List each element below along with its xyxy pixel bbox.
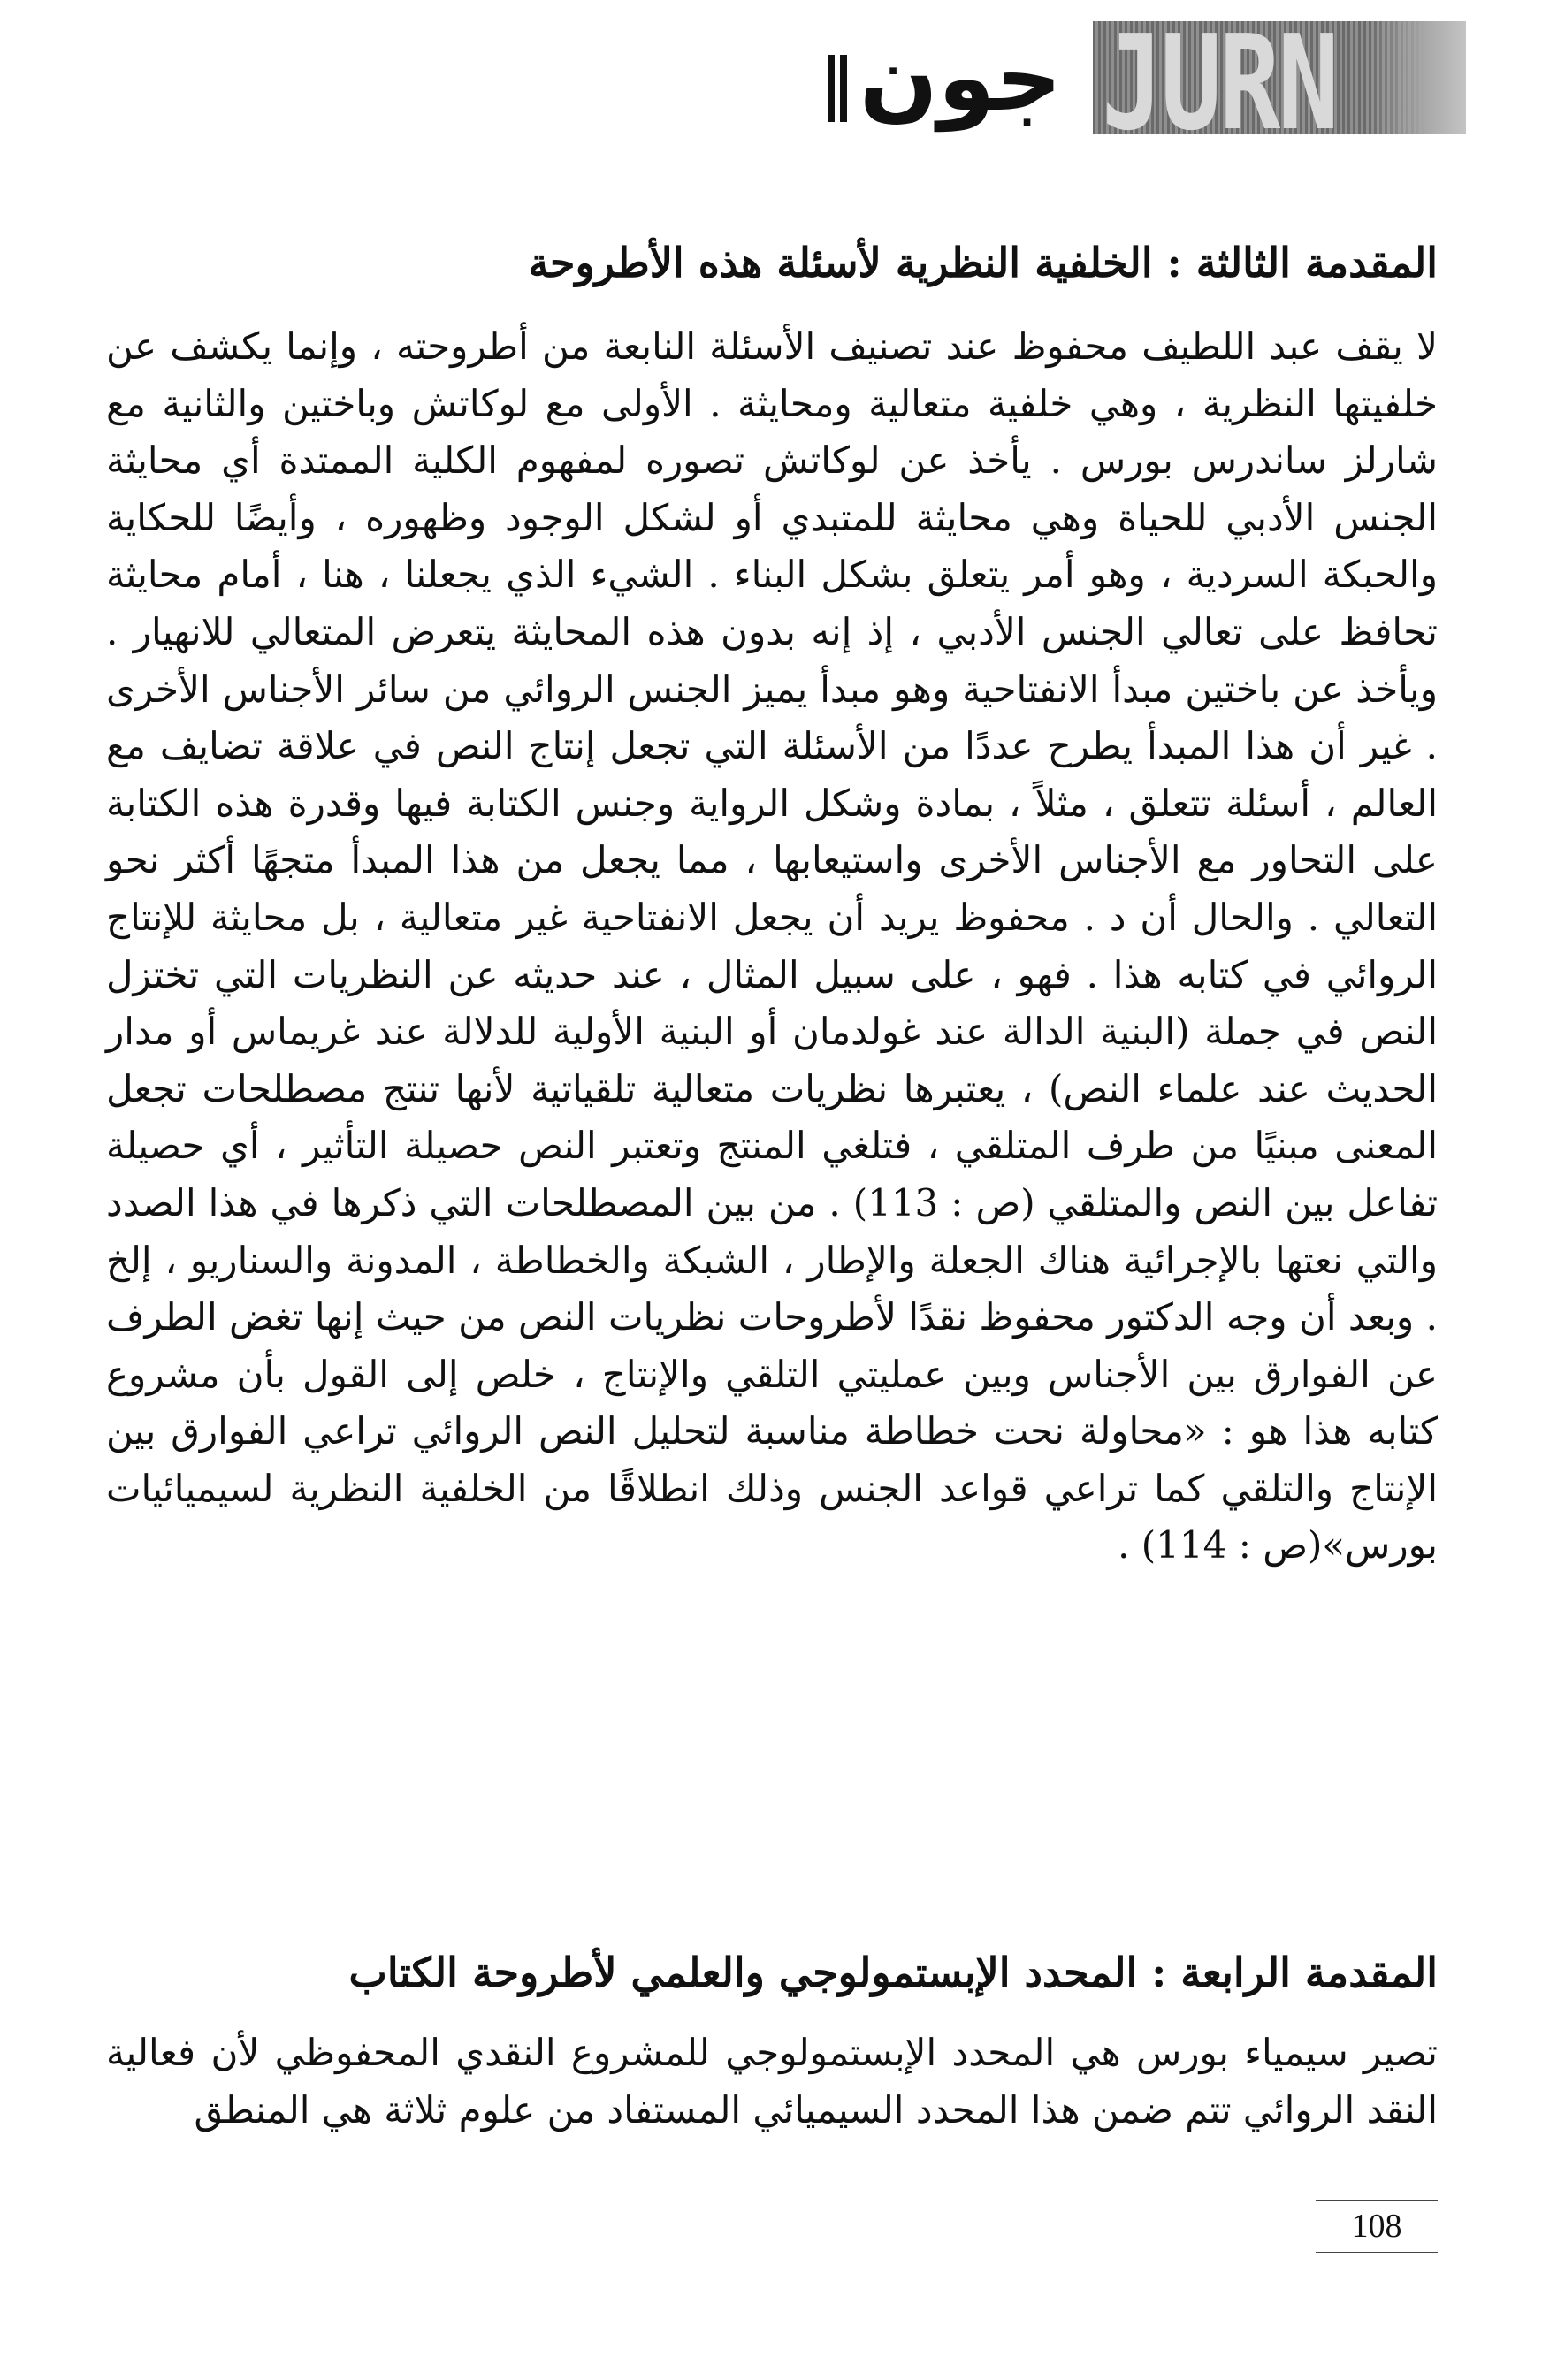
- journal-logo: [828, 21, 1466, 134]
- section-3-heading: المقدمة الثالثة : الخلفية النظرية لأسئلة هذه الأطروحة: [528, 239, 1438, 287]
- logo-arabic-part: [828, 21, 1093, 134]
- logo-arabic-word: جون: [859, 24, 1062, 132]
- page-number: 108: [1316, 2200, 1438, 2253]
- section-4-paragraph: تصير سيمياء بورس هي المحدد الإبستمولوجي للمشروع النقدي المحفوظي لأن فعالية النقد الروائي تتم ضمن هذا المحدد السيميائي المستفاد من علوم ثلاثة هي المنطق: [106, 2031, 1438, 2132]
- section-4-heading: المقدمة الرابعة : المحدد الإبستمولوجي والعلمي لأطروحة الكتاب: [348, 1949, 1438, 1997]
- section-3-paragraph: لا يقف عبد اللطيف محفوظ عند تصنيف الأسئلة النابعة من أطروحته ، وإنما يكشف عن خلفيتها النظرية ، وهي خلفية متعالية ومحايثة . الأولى مع لوكاتش وباختين والثانية مع شارلز ساندرس بورس . يأخذ عن لوكاتش تصوره لمفهوم الكلية الممتدة أي محايثة الجنس الأدبي للحياة وهي محايثة للمتبدي أو لشكل الوجود وظهوره ، وأيضًا للحكاية والحبكة السردية ، وهو أمر يتعلق بشكل البناء . الشيء الذي يجعلنا ، هنا ، أمام محايثة تحافظ على تعالي الجنس الأدبي ، إذ إنه بدون هذه المحايثة يتعرض المتعالي للانهيار . ويأخذ عن باختين مبدأ الانفتاحية وهو مبدأ يميز الجنس الروائي من سائر الأجناس الأخرى . غير أن هذا المبدأ يطرح عددًا من الأسئلة التي تجعل إنتاج النص في علاقة تضايف مع العالم ، أسئلة تتعلق ، مثلاً ، بمادة وشكل الرواية وجنس الكتابة فيها وقدرة هذه الكتابة على التحاور مع الأجناس الأخرى واستيعابها ، مما يجعل من هذا المبدأ متجهًا أكثر نحو التعالي . والحال أن د . محفوظ يريد أن يجعل الانفتاحية غير متعالية ، بل محايثة للإنتاج الروائي في كتابه هذا . فهو ، على سبيل المثال ، عند حديثه عن النظريات التي تختزل النص في جملة (البنية الدالة عند غولدمان أو البنية الأولية للدلالة عند غريماس أو مدار الحديث عند علماء النص) ، يعتبرها نظريات متعالية تلقياتية لأنها تنتج مصطلحات تجعل المعنى مبنيًا من طرف المتلقي ، فتلغي المنتج وتعتبر النص حصيلة التأثير ، أي حصيلة تفاعل بين النص والمتلقي (ص : 113) . من بين المصطلحات التي ذكرها في هذا الصدد والتي نعتها بالإجرائية هناك الجعلة والإطار ، الشبكة والخطاطة ، المدونة والسناريو ، إلخ . وبعد أن وجه الدكتور محفوظ نقدًا لأطروحات نظريات النص من حيث إنها تغض الطرف عن الفوارق بين الأجناس وبين عمليتي التلقي والإنتاج ، خلص إلى القول بأن مشروع كتابه هذا هو : «محاولة نحت خطاطة مناسبة لتحليل النص الروائي تراعي الفوارق بين الإنتاج والتلقي كما تراعي قواعد الجنس وذلك انطلاقًا من الخلفية النظرية لسيميائيات بورس»(ص : 114) .: [106, 324, 1439, 1568]
- logo-latin-word: JURN: [1102, 21, 1337, 134]
- logo-fade: [1369, 21, 1466, 134]
- logo-latin-part: [1093, 21, 1466, 134]
- logo-bars-icon: [828, 55, 854, 122]
